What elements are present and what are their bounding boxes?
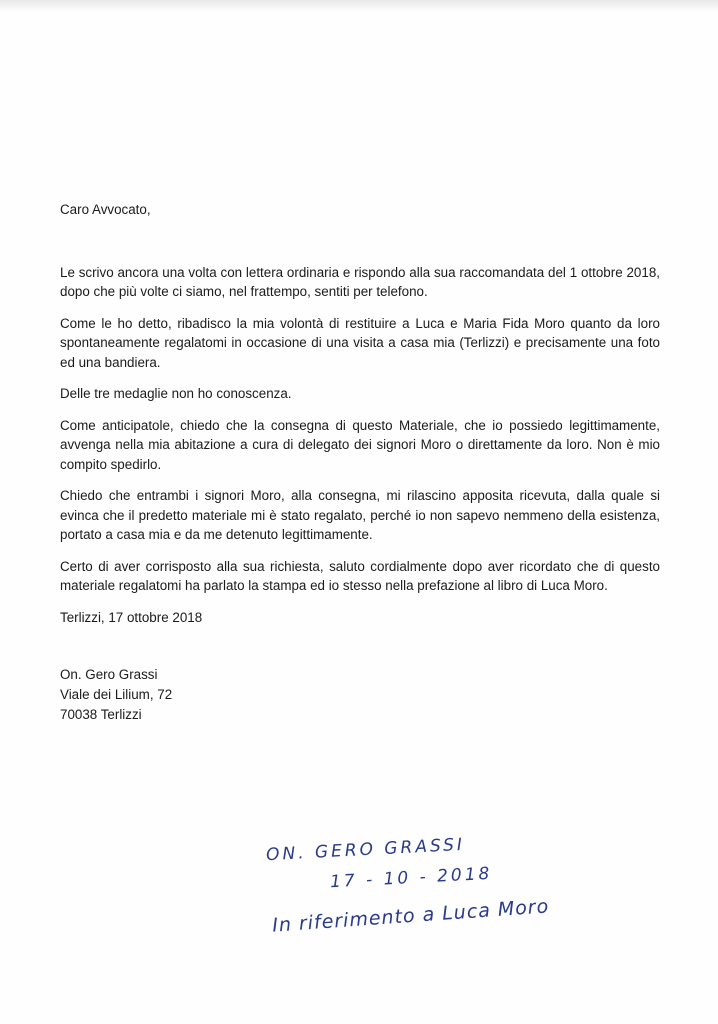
letter-body xyxy=(60,200,660,627)
letter-paragraph-2: Come le ho detto, ribadisco la mia volontà di restituire a Luca e Maria Fida Moro quanto da loro spontaneamente regalatomi in occasione di una visita a casa mia (Terlizzi) e precisamente una foto ed una bandiera. xyxy=(60,315,660,370)
handwritten-date: 17 - 10 - 2018 xyxy=(329,863,493,893)
letter-paragraph-4: Come anticipatole, chiedo che la consegna di questo Materiale, che io possiedo legittimamente, avvenga nella mia abitazione a cura di delegato dei signori Moro o direttamente da loro. Non è mio compito spedirlo. xyxy=(60,417,660,472)
letter-paragraph-1: Le scrivo ancora una volta con lettera ordinaria e rispondo alla sua raccomandata del 1 ottobre 2018, dopo che più volte ci siamo, nel frattempo, sentiti per telefono. xyxy=(60,264,660,299)
scan-edge-shadow xyxy=(0,0,718,12)
letter-paragraph-6: Certo di aver corrisposto alla sua richiesta, saluto cordialmente dopo aver ricordato che di questo materiale regalatomi ha parlato la stampa ed io stesso nella prefazione al libro di Luca Moro. xyxy=(60,558,660,593)
letter-paragraph-3: Delle tre medaglie non ho conoscenza. xyxy=(60,386,292,401)
letter-paragraph-5: Chiedo che entrambi i signori Moro, alla consegna, mi rilascino apposita ricevuta, dalla quale si evinca che il predetto materiale mi è stato regalato, perché io non sapevo nemmeno della esistenza, portato a casa mia e da me detenuto legittimamente. xyxy=(60,488,660,542)
handwritten-note: In riferimento a Luca Moro xyxy=(271,895,550,937)
sender-name: On. Gero Grassi xyxy=(60,667,158,682)
sender-street: Viale dei Lilium, 72 xyxy=(60,687,173,702)
sender-block xyxy=(60,665,172,725)
handwritten-signature-name: ON. GERO GRASSI xyxy=(265,834,466,866)
letter-greeting: Caro Avvocato, xyxy=(60,202,151,217)
letter-date: Terlizzi, 17 ottobre 2018 xyxy=(60,609,203,625)
sender-city: 70038 Terlizzi xyxy=(60,707,142,722)
